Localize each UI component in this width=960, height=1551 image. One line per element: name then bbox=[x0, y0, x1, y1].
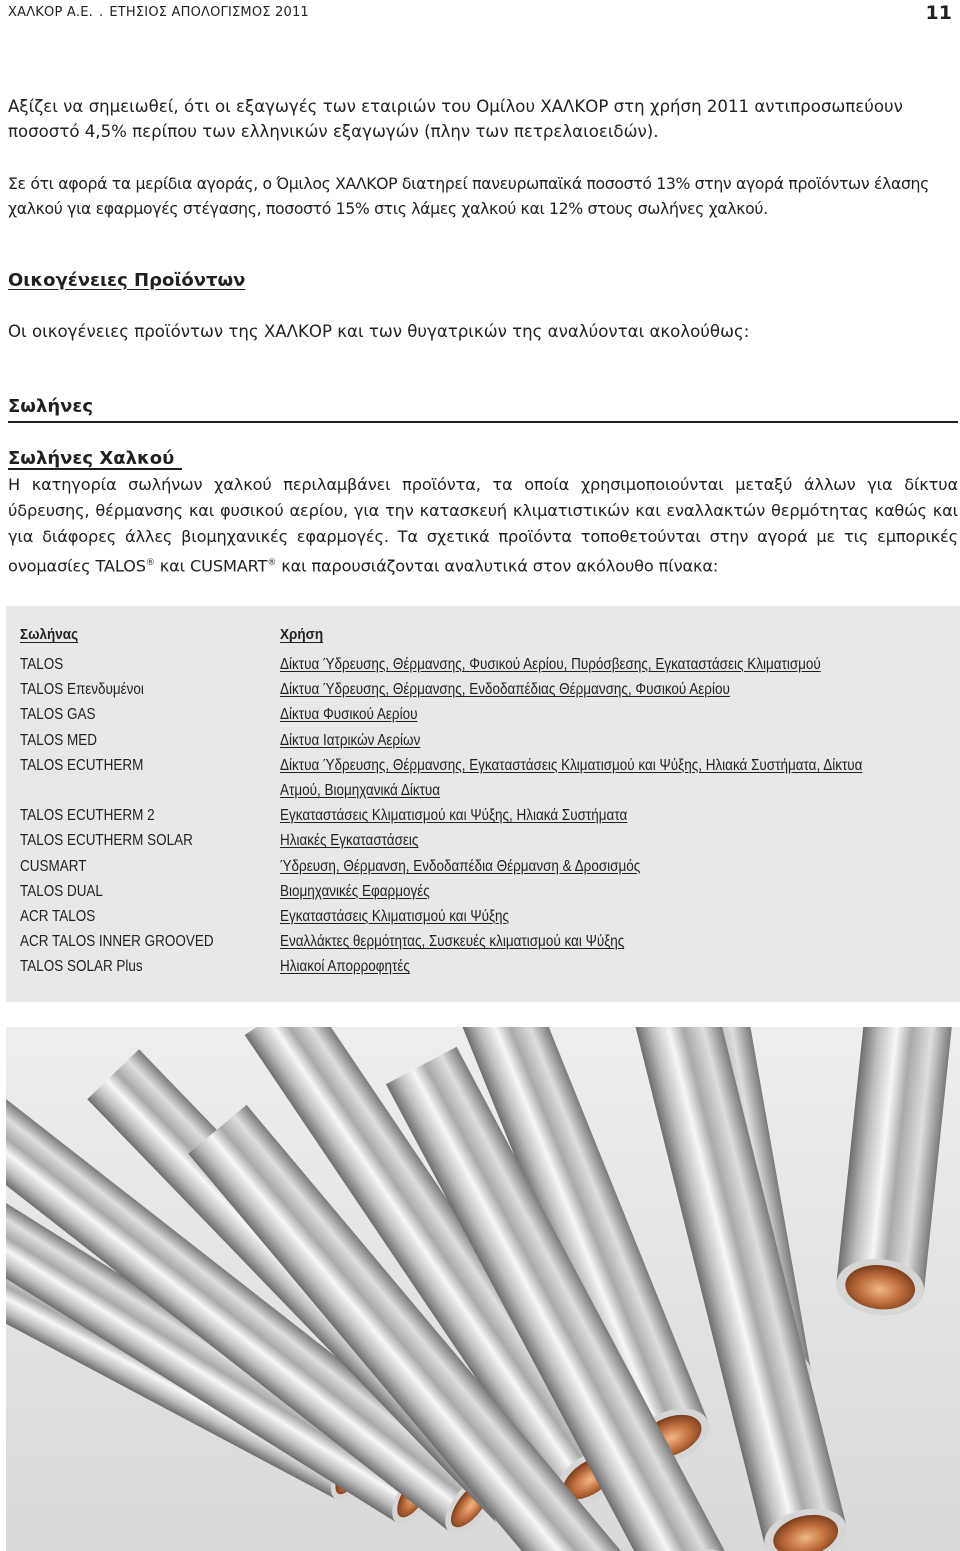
header-company: ΧΑΛΚΟΡ Α.Ε. bbox=[8, 5, 93, 20]
pipe-use: Ηλιακές Εγκαταστάσεις bbox=[280, 832, 419, 850]
copper-pipes-heading: Σωλήνες Χαλκού bbox=[8, 448, 175, 469]
table-row bbox=[6, 702, 960, 727]
table-row bbox=[6, 803, 960, 828]
table-row bbox=[6, 929, 960, 954]
table-row bbox=[6, 954, 960, 979]
table-row bbox=[6, 828, 960, 853]
pipe-name: ACR TALOS INNER GROOVED bbox=[20, 933, 214, 951]
pipe-name: CUSMART bbox=[20, 857, 87, 875]
table-body bbox=[6, 652, 960, 980]
copper-pipes-text-2: και CUSMART bbox=[154, 556, 268, 576]
page-header bbox=[8, 4, 952, 24]
pipe-use: Δίκτυα Ύδρευσης, Θέρμανσης, Ενδοδαπέδιας Θέρμανσης, Φυσικού Αερίου bbox=[280, 681, 730, 699]
registered-mark-talos: ® bbox=[145, 558, 155, 568]
copper-pipes-photo bbox=[6, 1027, 960, 1551]
running-header: ΧΑΛΚΟΡ Α.Ε. . ΕΤΗΣΙΟΣ ΑΠΟΛΟΓΙΣΜΟΣ 2011 bbox=[8, 5, 309, 20]
pipe-use: Δίκτυα Ύδρευσης, Θέρμανσης, Φυσικού Αερίου, Πυρόσβεσης, Εγκαταστάσεις Κλιματισμού bbox=[280, 656, 821, 673]
page-number: 11 bbox=[925, 2, 952, 24]
product-families-heading: Οικογένειες Προϊόντων bbox=[8, 270, 246, 291]
pipe-name: TALOS GAS bbox=[20, 706, 96, 724]
families-intro-paragraph: Οι οικογένειες προϊόντων της ΧΑΛΚΟΡ και των θυγατρικών της αναλύονται ακολούθως: bbox=[8, 322, 750, 341]
pipes-heading: Σωλήνες bbox=[8, 396, 94, 417]
copper-pipes-text-3: και παρουσιάζονται αναλυτικά στον ακόλουθο πίνακα: bbox=[276, 556, 719, 576]
copper-pipes-text-1: Η κατηγορία σωλήνων χαλκού περιλαμβάνει προϊόντα, τα οποία χρησιμοποιούνται μεταξύ άλλων για δίκτυα ύδρευσης, θέρμανσης και φυσικού αερίου, για την κατασκευή κλιματιστικών και εναλλακτών θερμότητας καθώς και για διάφορες άλλες βιομηχανικές εφαρμογές. Τα σχετικά προϊόντα τοποθετούνται στην αγορά με τις εμπορικές ονομασίες TALOS bbox=[8, 475, 958, 576]
pipe-name: TALOS SOLAR Plus bbox=[20, 958, 143, 976]
pipe-use: Ύδρευση, Θέρμανση, Ενδοδαπέδια Θέρμανση & Δροσισμός bbox=[280, 857, 641, 875]
pipe-use: Βιομηχανικές Εφαρμογές bbox=[280, 882, 430, 900]
pipe-name: ACR TALOS bbox=[20, 908, 96, 926]
table-row-continuation bbox=[6, 778, 960, 803]
registered-mark-cusmart: ® bbox=[267, 558, 277, 568]
pipe-use: Δίκτυα Ύδρευσης, Θέρμανσης, Εγκαταστάσεις Κλιματισμού και Ψύξης, Ηλιακά Συστήματα, Δίκτυα bbox=[280, 756, 863, 774]
pipe-name: TALOS ECUTHERM 2 bbox=[20, 807, 155, 825]
pipe-use: Ηλιακοί Απορροφητές bbox=[280, 958, 410, 976]
pipe-name: TALOS MED bbox=[20, 731, 97, 749]
copper-pipes-heading-underline bbox=[8, 468, 182, 470]
table-row bbox=[6, 652, 960, 677]
pipe-name: TALOS ECUTHERM bbox=[20, 756, 144, 774]
pipe-use: Εναλλάκτες θερμότητας, Συσκευές κλιματισμού και Ψύξης bbox=[280, 933, 625, 951]
pipe-use: Εγκαταστάσεις Κλιματισμού και Ψύξης, Ηλιακά Συστήματα bbox=[280, 807, 628, 825]
pipe-name: TALOS ECUTHERM SOLAR bbox=[20, 832, 193, 850]
copper-pipes-paragraph bbox=[8, 472, 958, 579]
table-row bbox=[6, 904, 960, 929]
table-header-pipe: Σωλήνας bbox=[20, 626, 79, 643]
products-table bbox=[6, 606, 960, 1002]
table-row bbox=[6, 854, 960, 879]
table-header-use: Χρήση bbox=[280, 626, 324, 643]
pipe-use: Δίκτυα Ιατρικών Αερίων bbox=[280, 731, 421, 749]
header-report-title: ΕΤΗΣΙΟΣ ΑΠΟΛΟΓΙΣΜΟΣ 2011 bbox=[109, 5, 309, 20]
pipes-heading-rule bbox=[8, 421, 958, 423]
table-row bbox=[6, 728, 960, 753]
exports-paragraph: Αξίζει να σημειωθεί, ότι οι εξαγωγές των εταιριών του Ομίλου ΧΑΛΚΟΡ στη χρήση 2011 αντιπροσωπεύουν ποσοστό 4,5% περίπου των ελληνικών εξαγωγών (πλην των πετρελαιοειδών). bbox=[8, 97, 903, 141]
market-share-paragraph: Σε ότι αφορά τα μερίδια αγοράς, ο Όμιλος ΧΑΛΚΟΡ διατηρεί πανευρωπαϊκά ποσοστό 13% στην αγορά προϊόντων έλασης χαλκού για εφαρμογές στέγασης, ποσοστό 15% στις λάμες χαλκού και 12% στους σωλήνες χαλκού. bbox=[8, 174, 929, 218]
table-row bbox=[6, 879, 960, 904]
table-row bbox=[6, 677, 960, 702]
pipe-use-continued: Ατμού, Βιομηχανικά Δίκτυα bbox=[280, 782, 441, 800]
pipe-use: Εγκαταστάσεις Κλιματισμού και Ψύξης bbox=[280, 908, 510, 926]
pipe-name: TALOS Επενδυμένοι bbox=[20, 681, 144, 699]
table-row bbox=[6, 753, 960, 778]
pipe-name: TALOS bbox=[20, 656, 64, 673]
pipe-use: Δίκτυα Φυσικού Αερίου bbox=[280, 706, 418, 724]
pipe-name: TALOS DUAL bbox=[20, 882, 103, 900]
